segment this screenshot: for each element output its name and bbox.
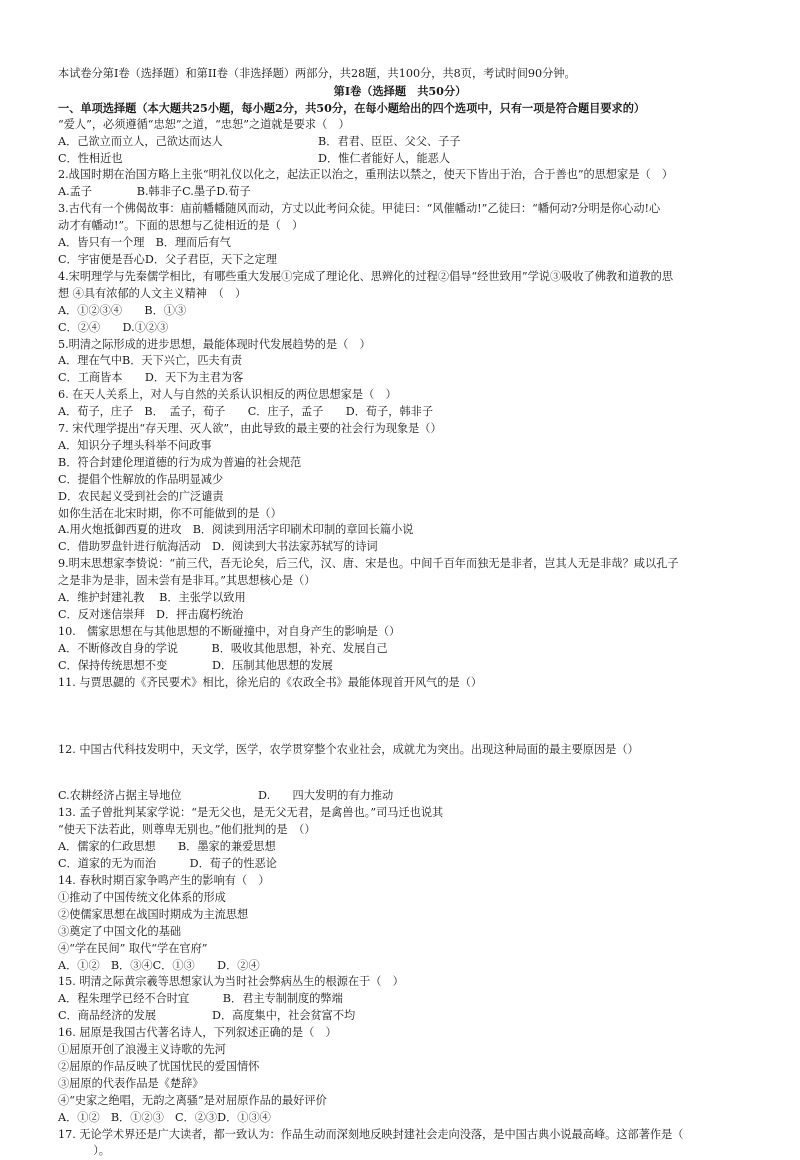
question-17-stem: 17. 无论学术界还是广大读者，都一致认为：作品生动而深刻地反映封建社会走向没落，是中国古典小说最高峰。这部著作是（ — [58, 1127, 684, 1141]
question-13-stem-cont: “使天下法若此，则尊卑无别也。”他们批判的是 （） — [58, 823, 316, 837]
question-14-item-2: ②使儒家思想在战国时期成为主流思想 — [58, 907, 249, 921]
question-10-stem: 10. 儒家思想在与其他思想的不断碰撞中，对自身产生的影响是（） — [58, 624, 401, 638]
question-16-stem: 16. 屈原是我国古代著名诗人，下列叙述正确的是（ ） — [58, 1026, 337, 1040]
question-1-option-c: C．性相近也 — [58, 151, 123, 165]
question-15-options-cd: C．商品经济的发展 D．高度集中，社会贫富不均 — [58, 1009, 356, 1023]
question-1-option-a: A．己欲立而立人，己欲达而达人 — [58, 134, 223, 148]
question-6-options: A．荀子，庄子 B． 孟子，荀子 C．庄子，孟子 D．荀子，韩非子 — [58, 405, 434, 419]
question-4-options-cd: C．②④ D.①②③ — [58, 320, 169, 334]
question-8-options-cd: C．借助罗盘针进行航海活动 D．阅读到大书法家苏轼写的诗词 — [58, 540, 378, 554]
question-11-stem: 11. 与贾思勰的《齐民要术》相比，徐光启的《农政全书》最能体现首开风气的是（） — [58, 675, 483, 689]
question-12-stem: 12. 中国古代科技发明中，天文学，医学，农学贯穿整个农业社会，成就尤为突出。出现这种局面的最主要原因是（） — [58, 742, 639, 756]
question-14-item-4: ④“学在民间” 取代“学在官府” — [58, 941, 208, 955]
question-14-stem: 14. 春秋时期百家争鸣产生的影响有（ ） — [58, 873, 270, 887]
question-2-options: A.孟子 B.韩非子C.墨子D.荀子 — [58, 185, 251, 199]
question-2-stem: 2.战国时期在治国方略上主张“明礼仪以化之，起法正以治之，重刑法以禁之，使天下皆出于治，合于善也”的思想家是（ ） — [58, 168, 674, 182]
question-17-stem-cont: ）。 — [82, 1144, 110, 1158]
question-10-options-cd: C．保持传统思想不变 D．压制其他思想的发展 — [58, 658, 333, 672]
question-1-option-d: D．惟仁者能好人，能恶人 — [318, 151, 451, 165]
question-13-stem: 13. 孟子曾批判某家学说：“是无父也，是无父无君，是禽兽也。”司马迁也说其 — [58, 806, 444, 820]
question-1-stem: “爱人”，必须遵循“忠恕”之道，“忠恕”之道就是要求（ ） — [58, 117, 350, 131]
question-5-stem: 5.明清之际形成的进步思想，最能体现时代发展趋势的是（ ） — [58, 337, 371, 351]
question-12-option-d: D. 四大发明的有力推动 — [258, 789, 394, 803]
question-5-options-cd: C．工商皆本 D．天下为主君为客 — [58, 371, 244, 385]
exam-intro: 本试卷分第I卷（选择题）和第II卷（非选择题）两部分，共28题，共100分，共8页，考试时间90分钟。 — [58, 67, 576, 80]
question-16-item-3: ③屈原的代表作品是《楚辞》 — [58, 1076, 204, 1090]
question-8-stem: 如你生活在北宋时期，你不可能做到的是（） — [58, 506, 282, 520]
question-16-options: A．①② B．①②③ C．②③D．①③④ — [58, 1110, 271, 1124]
blank-space — [0, 758, 800, 788]
question-12-row — [0, 788, 800, 805]
question-3-stem: 3.古代有一个佛偈故事：庙前幡幡随风而动，方丈以此考问众徒。甲徒曰：“风催幡动!”乙徒曰：“幡何动?分明是你心动!心 — [58, 202, 661, 216]
question-9-options-ab: A．维护封建礼教 B．主张学以致用 — [58, 591, 246, 605]
question-9-stem-cont: 之是非为是非，固未尝有是非耳。”其思想核心是（） — [58, 574, 316, 588]
question-3-options-ab: A．皆只有一个理 B．理而后有气 — [58, 236, 231, 250]
question-9-options-cd: C．反对迷信崇拜 D．抨击腐朽统治 — [58, 608, 244, 621]
question-3-stem-cont: 动才有幡动!”。下面的思想与乙徒相近的是（ ） — [58, 219, 304, 233]
question-13-options-ab: A．儒家的仁政思想 B．墨家的兼爱思想 — [58, 840, 276, 854]
section-title: 一、单项选择题（本大题共25小题，每小题2分，共50分，在每小题给出的四个选项中，只有一项是符合题目要求的） — [58, 100, 646, 115]
question-7-option-d: D．农民起义受到社会的广泛谴责 — [58, 489, 224, 503]
question-4-options-ab: A．①②③④ B．①③ — [58, 303, 187, 317]
question-8-options-ab: A.用火炮抵御西夏的进攻 B．阅读到用活字印刷术印制的章回长篇小说 — [58, 523, 414, 537]
question-5-options-ab: A．理在气中B．天下兴亡，匹夫有责 — [58, 354, 243, 368]
question-4-stem: 4.宋明理学与先秦儒学相比，有哪些重大发展①完成了理论化、思辨化的过程②倡导“经世致用”学说③吸收了佛教和道教的思 — [58, 269, 674, 283]
question-6-stem: 6. 在天人关系上，对人与自然的关系认识相反的两位思想家是（ ） — [58, 388, 397, 402]
question-7-option-c: C．提倡个性解放的作品明显减少 — [58, 472, 224, 486]
question-14-item-1: ①推动了中国传统文化体系的形成 — [58, 890, 226, 904]
question-3-options-cd: C．宇宙便是吾心D．父子君臣，天下之定理 — [58, 252, 277, 266]
question-7-option-b: B．符合封建伦理道德的行为成为普遍的社会规范 — [58, 455, 302, 469]
question-16-item-4: ④“史家之绝唱，无韵之离骚”是对屈原作品的最好评价 — [58, 1093, 327, 1107]
question-14-item-3: ③奠定了中国文化的基础 — [58, 924, 182, 938]
question-7-stem: 7. 宋代理学提出“存天理、灭人欲”，由此导致的最主要的社会行为现象是（） — [58, 422, 442, 436]
question-16-item-2: ②屈原的作品反映了忧国忧民的爱国情怀 — [58, 1059, 260, 1073]
question-10-options-ab: A．不断修改自身的学说 B．吸收其他思想，补充、发展自己 — [58, 641, 388, 655]
question-9-stem: 9.明末思想家李贽说：“前三代，吾无论矣，后三代，汉、唐、宋是也。中间千百年而独无是非者，岂其人无是非哉？咸以孔子 — [58, 557, 679, 571]
part-title: 第Ⅰ卷（选择题 共50分） — [333, 83, 467, 98]
question-4-stem-cont: 想 ④具有浓郁的人文主义精神 （ ） — [58, 286, 247, 300]
question-7-option-a: A．知识分子埋头科举不问政事 — [58, 438, 212, 452]
question-1-option-b: B．君君、臣臣、父父、子子 — [318, 134, 461, 148]
question-1-row-1 — [0, 134, 800, 151]
question-16-item-1: ①屈原开创了浪漫主义诗歌的先河 — [58, 1043, 226, 1057]
question-15-stem: 15. 明清之际黄宗羲等思想家认为当时社会弊病丛生的根源在于（ ） — [58, 975, 404, 989]
question-1-row-2 — [0, 151, 800, 168]
question-12-option-c: C.农耕经济占据主导地位 — [58, 789, 182, 803]
question-13-options-cd: C．道家的无为而治 D．荀子的性恶论 — [58, 857, 277, 871]
exam-page — [0, 66, 800, 1160]
question-15-options-ab: A．程朱理学已经不合时宜 B．君主专制制度的弊端 — [58, 992, 343, 1006]
blank-space — [0, 692, 800, 742]
question-14-options: A．①② B．③④C．①③ D．②④ — [58, 958, 260, 972]
